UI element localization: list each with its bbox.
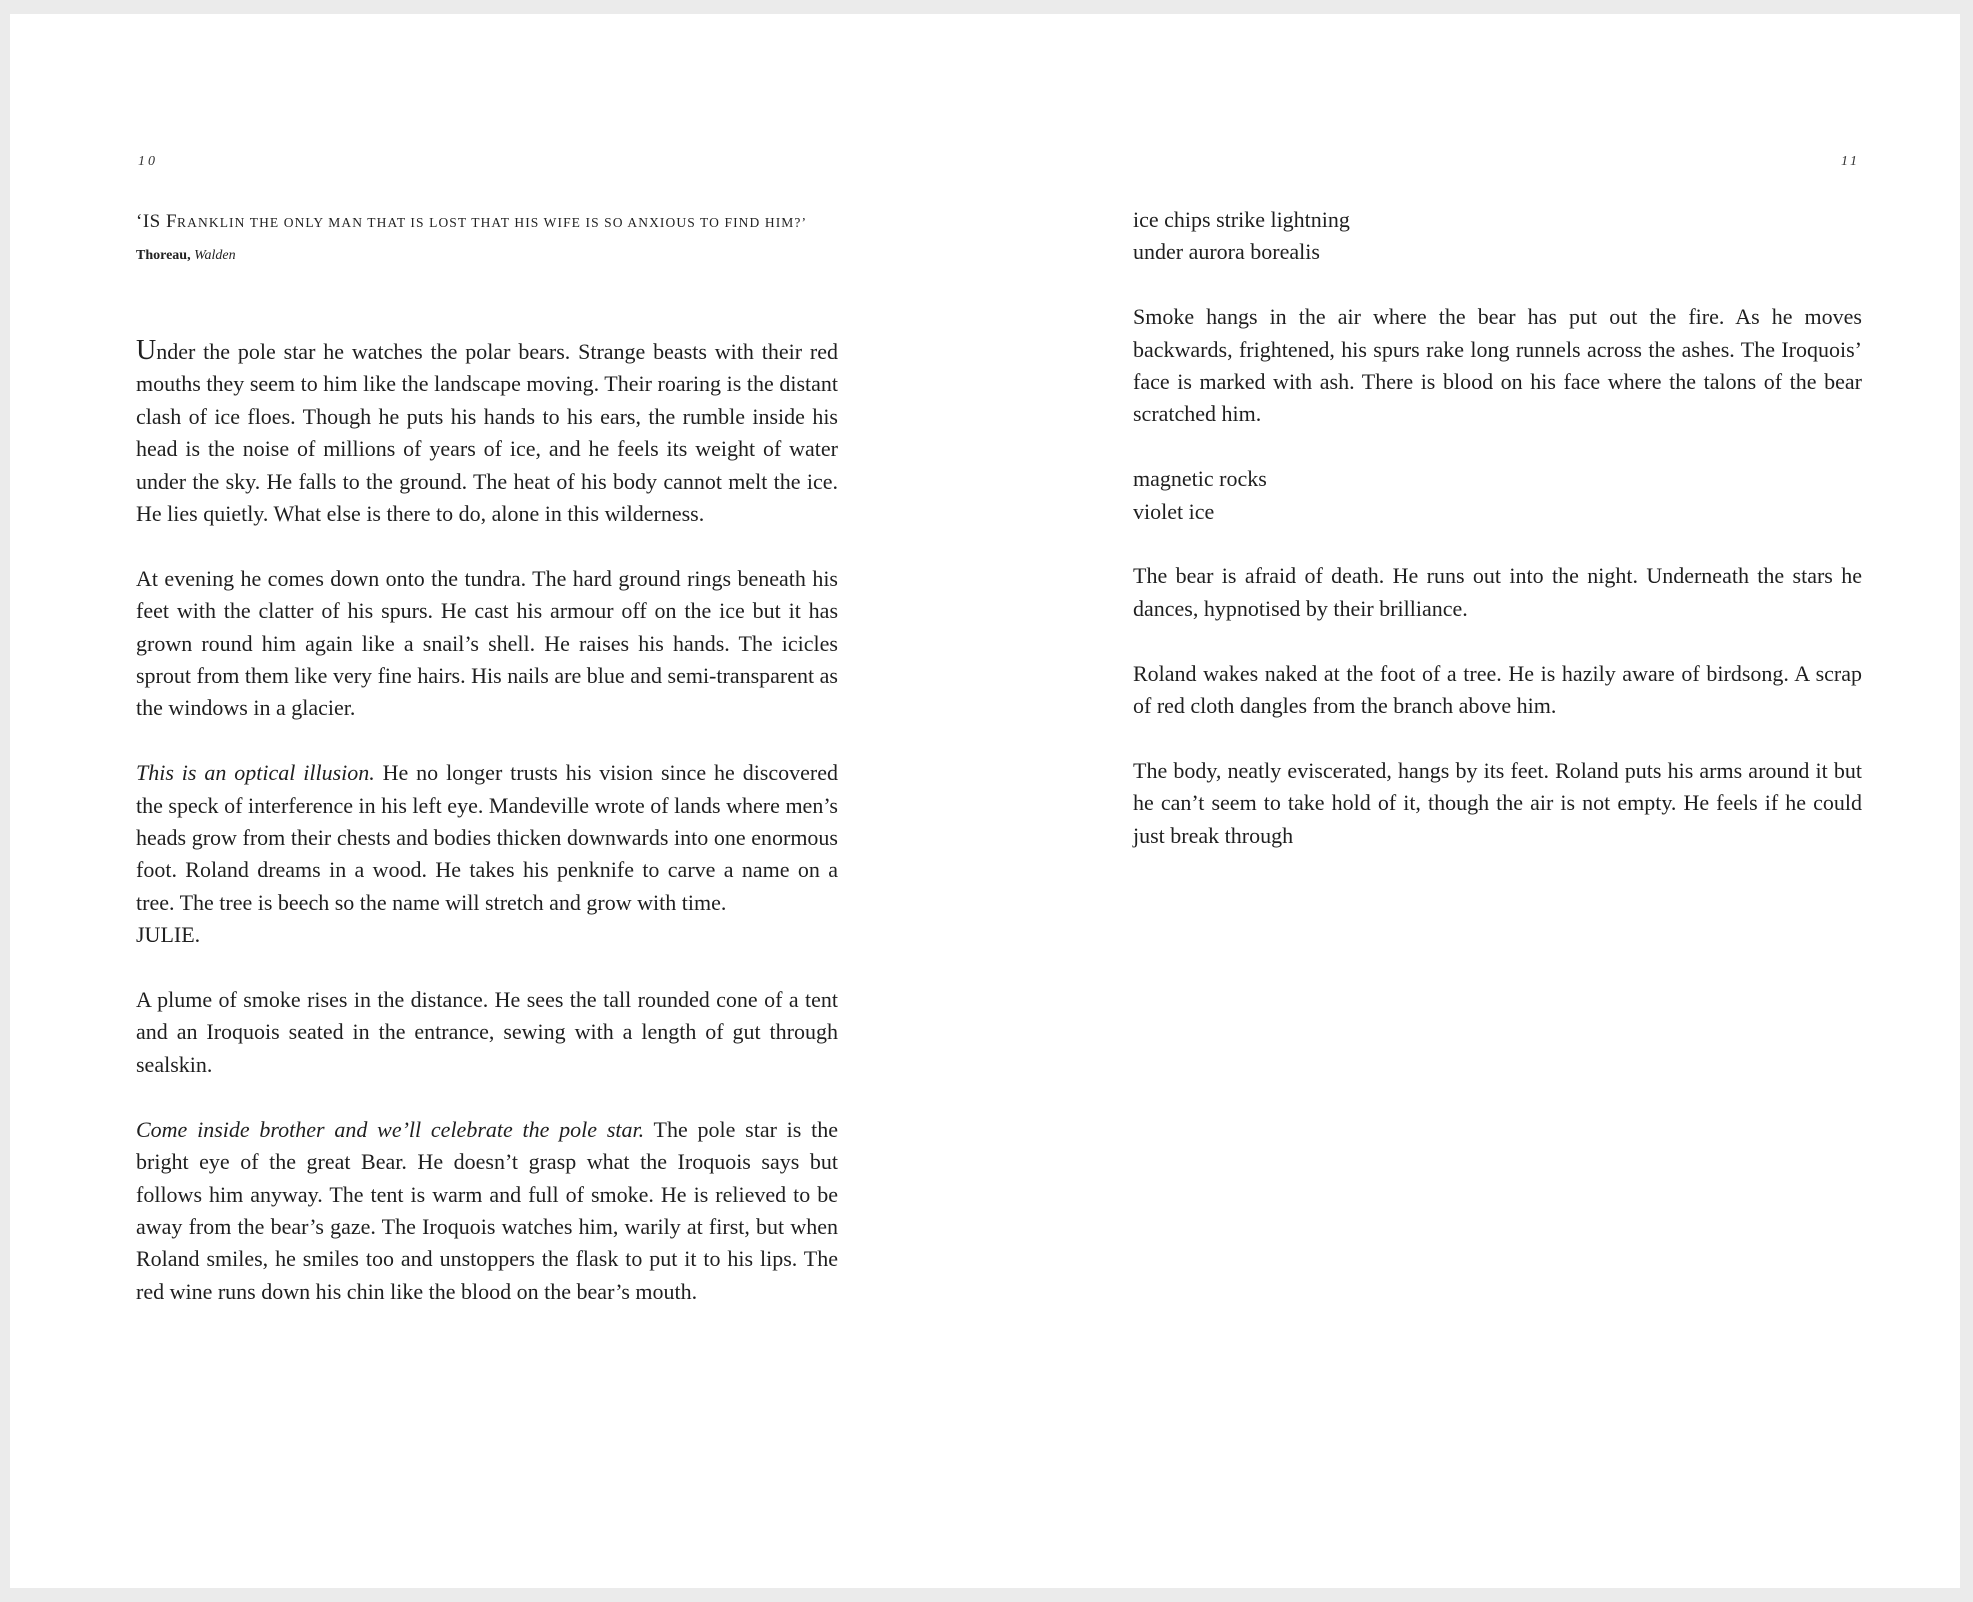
- paragraph-initial: U: [136, 335, 157, 366]
- verse-stanza: [1133, 463, 1862, 528]
- verse-stanza: [1133, 204, 1862, 269]
- verse-line: violet ice: [1133, 498, 1215, 524]
- paragraph: Roland wakes naked at the foot of a tree. He is hazily aware of birdsong. A scrap of red cloth dangles from the branch above him.: [1133, 660, 1862, 719]
- carved-name: JULIE.: [136, 922, 201, 948]
- verse-line: under aurora borealis: [1133, 239, 1320, 265]
- page-number-right: 11: [1841, 154, 1860, 169]
- italic-phrase: This is an optical illusion.: [136, 760, 375, 786]
- paragraph: Smoke hangs in the air where the bear has put out the fire. As he moves backwards, frightened, his spurs rake long runnels across the ashes. The Iroquois’ face is marked with ash. There is blood on his face where the talons of the bear scratched him.: [1133, 304, 1862, 427]
- epigraph-citation: [136, 248, 236, 264]
- right-page: [1133, 14, 1862, 1588]
- paragraph-text: The pole star is the bright eye of the great Bear. He doesn’t grasp what the Iroquois says but follows him anyway. The tent is warm and full of smoke. He is relieved to be away from the bear’s gaze. The Iroquois watches him, warily at first, but when Roland smiles, he smiles too and unstoppers the flask to put it to his lips. The red wine runs down his chin like the blood on the bear’s mouth.: [136, 1116, 839, 1304]
- right-page-body: [1133, 204, 1862, 884]
- paragraph: At evening he comes down onto the tundra. The hard ground rings beneath his feet with the clatter of his spurs. He cast his armour off on the ice but it has grown round him again like a snail’s shell. He raises his hands. The icicles sprout from them like very fine hairs. His nails are blue and semi-transparent as the windows in a glacier.: [136, 565, 838, 721]
- verse-line: ice chips strike lightning: [1133, 207, 1350, 232]
- epigraph-author: Thoreau,: [136, 248, 191, 263]
- paragraph: A plume of smoke rises in the distance. He sees the tall rounded cone of a tent and an Iroquois seated in the entrance, sewing with a length of gut through sealskin.: [136, 987, 838, 1077]
- paragraph: The body, neatly eviscerated, hangs by its feet. Roland puts his arms around it but he can’t seem to take hold of it, though the air is not empty. He feels if he could just break through: [1133, 757, 1862, 848]
- italic-phrase: Come inside brother and we’ll celebrate the pole star.: [136, 1116, 645, 1142]
- left-page: [126, 14, 838, 1588]
- epigraph-work: Walden: [194, 248, 236, 263]
- paragraph-text: He no longer trusts his vision since he discovered the speck of interference in his left eye. Mandeville wrote of lands where men’s heads grow from their chests and bodies thicken downwards into one enormous foot. Roland dreams in a wood. He takes his penknife to carve a name on a tree. The tree is beech so the name will stretch and grow with time.: [136, 760, 838, 915]
- epigraph-quote-rest: RANKLIN THE ONLY MAN THAT IS LOST THAT HIS WIFE IS SO ANXIOUS TO FIND HIM?’: [177, 215, 808, 230]
- paragraph-text: nder the pole star he watches the polar bears. Strange beasts with their red mouths they seem to him like the landscape moving. Their roaring is the distant clash of ice floes. Though he puts his hands to his ears, the rumble inside his head is the noise of millions of years of ice, and he feels its weight of water under the sky. He falls to the ground. The heat of his body cannot melt the ice. He lies quietly. What else is there to do, alone in this wilderness.: [136, 339, 838, 527]
- paragraph: [136, 757, 838, 951]
- book-spread: [10, 14, 1960, 1588]
- left-page-body: [136, 335, 838, 1341]
- page-number-left: 10: [138, 154, 158, 169]
- epigraph-quote: [136, 211, 848, 233]
- verse-line: magnetic rocks: [1133, 466, 1267, 492]
- paragraph: [136, 1114, 838, 1308]
- paragraph: The bear is afraid of death. He runs out into the night. Underneath the stars he dances, hypnotised by their brilliance.: [1133, 563, 1862, 621]
- paragraph: [136, 335, 838, 530]
- epigraph-quote-lead: ‘IS F: [136, 211, 178, 232]
